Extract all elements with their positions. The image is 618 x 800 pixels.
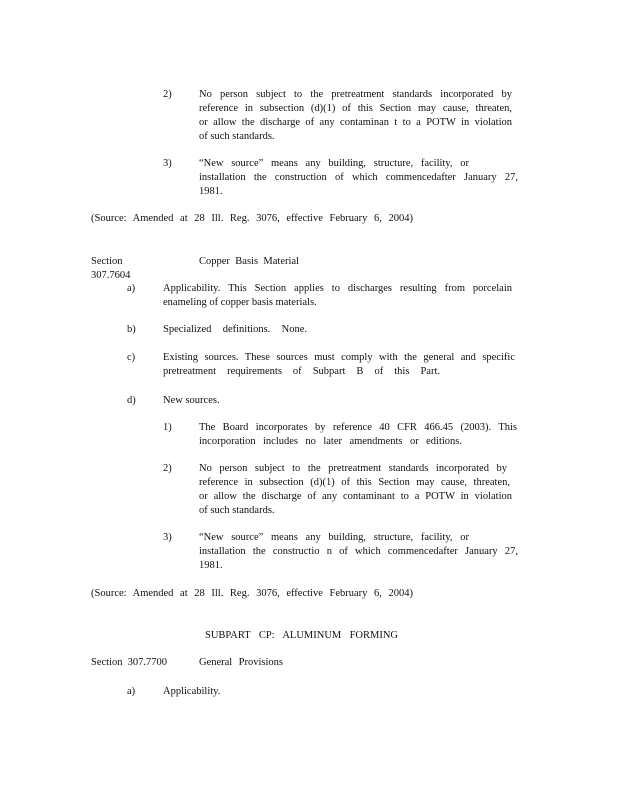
paragraph-line: “New source” means any building, structure, facility, or (199, 532, 469, 543)
section-number: Section 307.7604 (91, 256, 131, 281)
subsection-label: b) (127, 324, 136, 335)
paragraph-line: installation the constructio n of which commencedafter January 27, (199, 546, 518, 557)
paragraph-line: pretreatment requirements of Subpart B of this Part. (163, 366, 440, 377)
paragraph-line: Existing sources. These sources must comply with the general and specific (163, 352, 515, 363)
subpart-heading: SUBPART CP: ALUMINUM FORMING (205, 630, 398, 641)
paragraph-line: No person subject to the pretreatment standards incorporated by (199, 463, 507, 474)
paragraph-line: No person subject to the pretreatment standards incorporated by (199, 89, 512, 100)
paragraph-line: 1981. (199, 186, 223, 197)
paragraph-line: Applicability. (163, 686, 221, 697)
paragraph-line: of such standards. (199, 131, 275, 142)
subsection-label: c) (127, 352, 136, 363)
paragraph-line: “New source” means any building, structure, facility, or (199, 158, 469, 169)
subsection-label: a) (127, 686, 136, 697)
item-number: 3) (163, 158, 172, 169)
paragraph-line: reference in subsection (d)(1) of this Section may cause, threaten, (199, 477, 510, 488)
paragraph-line: installation the construction of which commencedafter January 27, (199, 172, 518, 183)
item-number: 2) (163, 89, 172, 100)
section-title: Copper Basis Material (199, 256, 299, 267)
paragraph-line: enameling of copper basis materials. (163, 297, 317, 308)
paragraph-line: incorporation includes no later amendments or editions. (199, 436, 462, 447)
section-title: General Provisions (199, 657, 283, 668)
source-note: (Source: Amended at 28 Ill. Reg. 3076, effective February 6, 2004) (91, 588, 413, 599)
paragraph-line: Applicability. This Section applies to discharges resulting from porcelain (163, 283, 512, 294)
paragraph-line: or allow the discharge of any contaminan t to a POTW in violation (199, 117, 512, 128)
paragraph-line: Specialized definitions. None. (163, 324, 307, 335)
item-number: 1) (163, 422, 172, 433)
paragraph-line: reference in subsection (d)(1) of this Section may cause, threaten, (199, 103, 512, 114)
item-number: 2) (163, 463, 172, 474)
section-number: Section 307.7700 (91, 657, 167, 668)
paragraph-line: 1981. (199, 560, 223, 571)
paragraph-line: The Board incorporates by reference 40 CFR 466.45 (2003). This (199, 422, 517, 433)
source-note: (Source: Amended at 28 Ill. Reg. 3076, effective February 6, 2004) (91, 213, 413, 224)
subsection-label: a) (127, 283, 136, 294)
item-number: 3) (163, 532, 172, 543)
paragraph-line: New sources. (163, 395, 220, 406)
subsection-label: d) (127, 395, 136, 406)
paragraph-line: or allow the discharge of any contaminant to a POTW in violation (199, 491, 512, 502)
paragraph-line: of such standards. (199, 505, 275, 516)
